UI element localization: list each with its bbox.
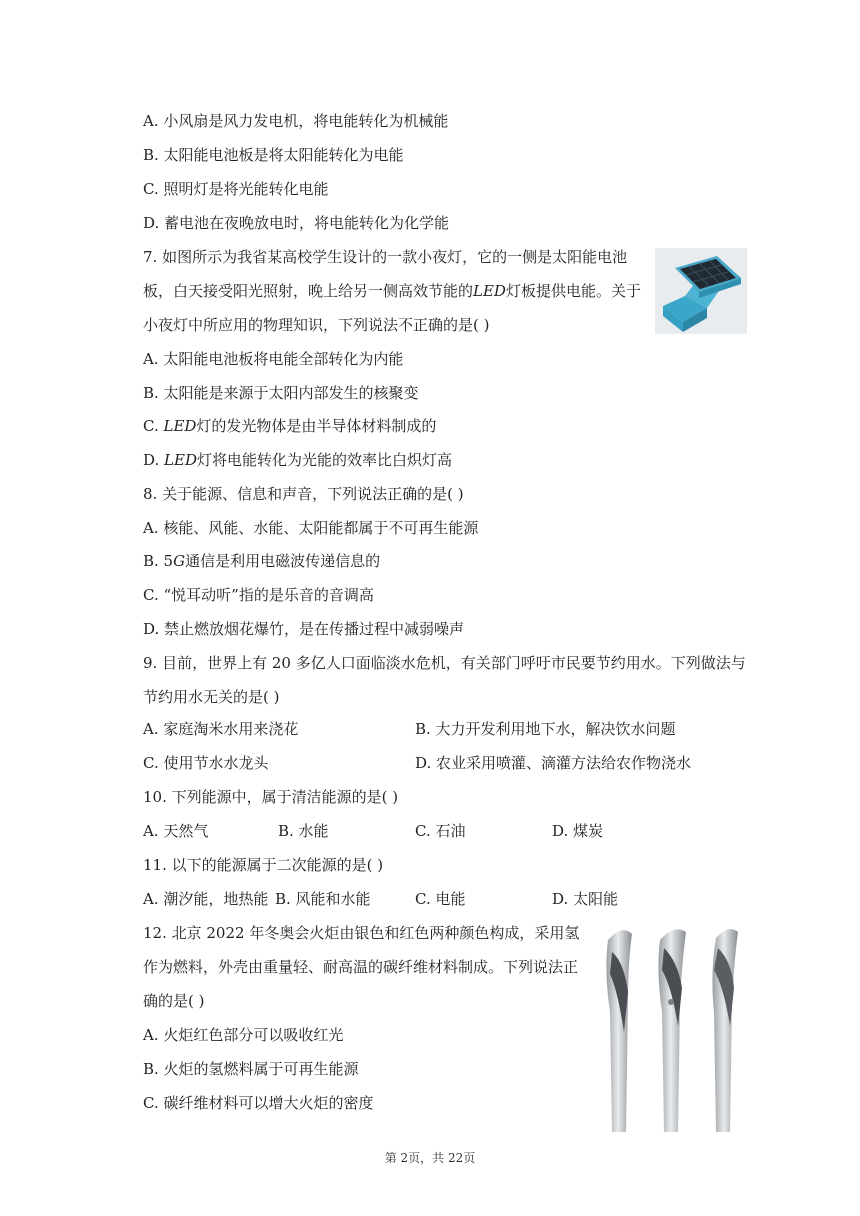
text-line: A. 核能、风能、水能、太阳能都属于不可再生能源 [143, 519, 479, 537]
text-segment: 板，白天接受阳光照射，晚上给另一侧高效节能的 [143, 282, 474, 300]
text-line: A. 太阳能电池板将电能全部转化为内能 [143, 350, 404, 368]
text-line: 7. 如图所示为我省某高校学生设计的一款小夜灯，它的一侧是太阳能电池 [143, 248, 628, 266]
text-segment: 灯板提供电能。关于 [505, 282, 641, 300]
text-line [143, 551, 380, 571]
text-line: D. 禁止燃放烟花爆竹，是在传播过程中减弱噪声 [143, 620, 465, 638]
q12-option-b: B. 火炬的氢燃料属于可再生能源 [143, 1060, 359, 1078]
italic-term: LED [163, 417, 197, 435]
q12-stem-line-3: 确的是( ) [143, 992, 205, 1010]
q10-option-c: C. 石油 [415, 822, 466, 840]
olympic-torch-figure [598, 922, 758, 1134]
italic-term: G [173, 552, 186, 570]
italic-term: LED [164, 451, 197, 469]
page-footer: 第 2页，共 22页 [384, 1151, 476, 1165]
text-line: 小夜灯中所应用的物理知识，下列说法不正确的是( ) [143, 316, 490, 334]
q12-stem-line-1: 12. 北京 2022 年冬奥会火炬由银色和红色两种颜色构成，采用氢 [143, 924, 580, 942]
q9-option-b: B. 大力开发利用地下水，解决饮水问题 [415, 720, 676, 738]
q10-stem: 10. 下列能源中，属于清洁能源的是( ) [143, 788, 399, 806]
solar-night-light-image [655, 248, 747, 334]
q12-option-c: C. 碳纤维材料可以增大火炬的密度 [143, 1094, 374, 1112]
q9-option-a: A. 家庭淘米水用来浇花 [143, 720, 299, 738]
text-line: 节约用水无关的是( ) [143, 688, 280, 706]
q10-option-d: D. 煤炭 [552, 822, 604, 840]
text-line [143, 450, 452, 470]
q10-option-a: A. 天然气 [143, 822, 209, 840]
text-line [143, 281, 641, 301]
q9-option-c: C. 使用节水水龙头 [143, 754, 269, 772]
text-line: 8. 关于能源、信息和声音，下列说法正确的是( ) [143, 485, 464, 503]
text-line: 9. 目前，世界上有 20 多亿人口面临淡水危机，有关部门呼吁市民要节约用水。下列做法与 [143, 654, 746, 672]
text-line: C. “悦耳动听”指的是乐音的音调高 [143, 586, 374, 604]
text-segment: C. [143, 417, 164, 435]
text-line: B. 太阳能电池板是将太阳能转化为电能 [143, 146, 404, 164]
q9-option-d: D. 农业采用喷灌、滴灌方法给农作物浇水 [415, 754, 692, 772]
q11-option-a: A. 潮汐能，地热能 [143, 890, 269, 908]
text-line [143, 416, 436, 436]
text-line: C. 照明灯是将光能转化电能 [143, 180, 329, 198]
q10-option-b: B. 水能 [278, 822, 329, 840]
italic-term: LED [473, 282, 506, 300]
text-line: D. 蓄电池在夜晚放电时，将电能转化为化学能 [143, 214, 450, 232]
text-segment: D. [143, 451, 165, 469]
night-light-figure [655, 248, 747, 334]
text-segment: B. 5 [143, 552, 174, 570]
q11-option-b: B. 风能和水能 [275, 890, 371, 908]
q11-option-c: C. 电能 [415, 890, 466, 908]
q11-option-d: D. 太阳能 [552, 890, 619, 908]
torch-image [598, 922, 758, 1134]
q11-stem: 11. 以下的能源属于二次能源的是( ) [143, 856, 384, 874]
text-line: A. 小风扇是风力发电机，将电能转化为机械能 [143, 112, 449, 130]
text-line: B. 太阳能是来源于太阳内部发生的核聚变 [143, 384, 419, 402]
q12-stem-line-2: 作为燃料，外壳由重量轻、耐高温的碳纤维材料制成。下列说法正 [143, 958, 579, 976]
text-segment: 灯的发光物体是由半导体材料制成的 [196, 417, 437, 435]
q12-option-a: A. 火炬红色部分可以吸收红光 [143, 1026, 344, 1044]
text-segment: 通信是利用电磁波传递信息的 [185, 552, 381, 570]
text-segment: 灯将电能转化为光能的效率比白炽灯高 [196, 451, 452, 469]
